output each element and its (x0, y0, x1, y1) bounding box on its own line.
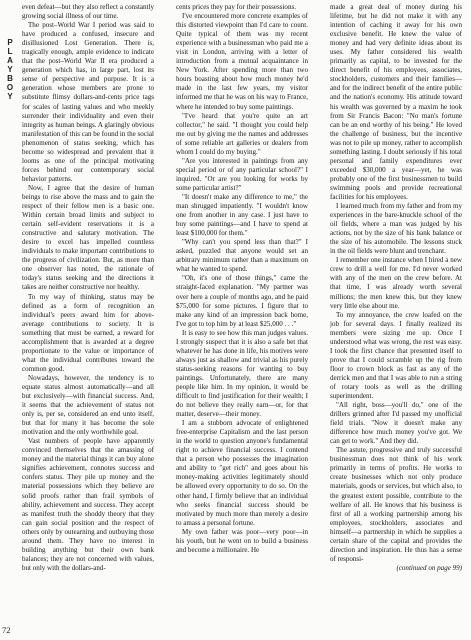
paragraph: To my way of thinking, status may be defined as a form of recognition an individual's peers award him for above-average contributions to society. It is something that must be earned, a reward for accomplishment that is awarded at a degree proportionate to the value or importance of what the individual contributes toward the common good. (22, 292, 154, 373)
paragraph: made a great deal of money during his lifetime, but he did not make it with any intention of caching it away for his own exclusive benefit. He knew the value of money and had very definite ideas about its uses. My father considered his wealth primarily as capital, to be invested for the direct benefit of his employees, associates, stockholders, customers and their families—and for the indirect benefit of the entire public and the nation's economy. His attitude toward his wealth was governed by a maxim he took from Sir Francis Bacon: "No man's fortune can be an end worthy of his being." He loved the challenge of business, but the incentive was not to pile up money, rather to accomplish something lasting. I doubt seriously if his total personal and family expenditures ever exceeded $30,000 a year—yet, he was probably one of the first businessmen to build swimming pools and provide recreational facilities for his employees. (330, 3, 462, 201)
masthead-letter: B (7, 74, 13, 83)
paragraph: The astute, progressive and truly successful businessman does not think of his work primarily in terms of profits. He works to create businesses which not only produce materials, goods or services, but which also, to the greatest extent possible, contribute to the welfare of all. He knows that his business is first of all a working partnership among his employees, stockholders, associates and himself—a partnership in which he supplies a certain share of the capital and provides the direction and inspiration. He thus has a sense of responsi- (330, 446, 462, 563)
article-column-1 (22, 3, 154, 633)
masthead-letter: O (6, 83, 14, 92)
masthead-letter: P (7, 38, 13, 47)
page-number: 72 (2, 625, 11, 635)
paragraph: Nowadays, however, the tendency is to equate status almost automatically—and all but exclusively—with financial success. And, it seems that the achievement of status not only is, per se, considered an end unto itself, but that for many it has become the sole motivation and the only worthwhile goal. (22, 373, 154, 437)
paragraph: "All right, boss—you'll do," one of the drillers grinned after I'd passed my unofficial field trials. "Now it doesn't make any difference how much money you've got. We can get to work." And they did. (330, 401, 462, 446)
paragraph: Now, I agree that the desire of human beings to rise above the mass and to gain the respect of their fellow men is a basic one. Within certain broad limits and subject to certain self-evident reservations it is a constructive and salutary motivation. The desire to excel has impelled countless individuals to make important contributions to the progress of civilization. But, as more than one observer has noted, the rationale of today's status seeking and the directions it takes are neither constructive nor healthy. (22, 183, 154, 292)
paragraph: My own father was poor—very poor—in his youth, but he went on to build a business and become a millionaire. He (176, 527, 308, 554)
paragraph: The post–World War I period was said to have produced a confused, insecure and disillusioned Lost Generation. There is, tragically enough, ample evidence to indicate that the post–World War II era produced a generation which has, in large part, lost its sense of perspective and purpose. It is a generation whose members are prone to substitute flimsy dollars-and-cents price tags for scales of lasting values and who meekly surrender their individuality and even their integrity as human beings. A glaringly obvious manifestation of this can be found in the social phenomenon of status seeking, which has become so widespread and prevalent that it looms as one of the principal motivating forces behind our contemporary social behavior patterns. (22, 21, 154, 183)
article-column-3 (330, 3, 462, 633)
paragraph: "I've heard that you're quite an art collector," he said. "I thought you could help me out by giving me the names and addresses of some reliable art galleries or dealers from whom I could do my buying." (176, 111, 308, 156)
paragraph: even defeat—but they also reflect a constantly growing social illness of our time. (22, 3, 154, 21)
paragraph: It is easy to see how this man judges values. I strongly suspect that it is also a safe bet that whatever he has done in life, his motives were always just as shallow and trivial as his purely status-seeking reasons for wanting to buy paintings. Unfortunately, there are many people like him. In my opinion, it would be difficult to find justification for their wealth; I do not believe they really earn—or, for that matter, deserve—their money. (176, 328, 308, 419)
masthead-letter: L (7, 47, 13, 56)
masthead-letter: Y (7, 65, 13, 74)
paragraph: cents prices they pay for their possessions. (176, 3, 296, 11)
continued-note: (continued on page 99) (396, 563, 462, 572)
paragraph: I've encountered more concrete examples of this distorted viewpoint than I'd care to count. Quite typical of them was my recent experience with a businessman who paid me a visit in London, arriving with a letter of introduction from a mutual acquaintance in New York. After spending more than two hours boasting about how much money he'd made in the last few years, my visitor informed me that he was on his way to France, where he intended to buy some paintings. (176, 12, 308, 111)
paragraph: I am a stubborn advocate of enlightened free-enterprise Capitalism and the last person in the world to question anyone's fundamental right to achieve financial success. I contend that a person who possesses the imagination and ability to "get rich" and goes about his money-making activities legitimately should be allowed every opportunity to do so. On the other hand, I firmly believe that an individual who seeks financial success should be motivated by much more than merely a desire to amass a personal fortune. (176, 419, 308, 527)
paragraph: To my annoyance, the crew loafed on the job for several days. I finally realized its members were sizing me up. Once I understood what was wrong, the rest was easy. I took the first chance that presented itself to prove that I could scramble up the rig from floor to crown block as fast as any of the derrick men and that I was able to run a string of rotary tools as well as the drilling superintendent. (330, 310, 462, 401)
paragraph: I learned much from my father and from my experiences in the bare-knuckle school of the oil fields, where a man was judged by his actions, not by the size of his bank balance or the size of his automobile. The lessons stuck in the oil fields were blunt and trenchant. (330, 202, 462, 256)
masthead-letter: Y (7, 92, 13, 101)
masthead-playboy (2, 38, 18, 101)
paragraph: I remember one instance when I hired a new crew to drill a well for me. I'd never worked with any of the men on the crew before. At that time, I was already worth several millions; the men knew this, but they knew very little else about me. (330, 256, 462, 310)
paragraph: "Are you interested in paintings from any special period or of any particular school?" I inquired. "Or are you looking for works by some particular artist?" (176, 156, 308, 192)
paragraph: Vast numbers of people have apparently convinced themselves that the amassing of money and the material things it can buy alone signifies achievement, connotes success and confers status. They pile up money and the material possessions which they believe are solid proofs rather than frail symbols of ability, achievement and success. They accept as manifest truth the shoddy theory that they can gain social position and the respect of others only by outearning and outbuying those around them. They have no interest in building anything but their own bank balances; they are not concerned with values, but only with the dollars-and- (22, 437, 154, 572)
paragraph: "Oh, it's one of those things," came the straight-faced explanation. "My partner was over here a couple of months ago, and he paid $75,000 for some pictures. I figure that to make any kind of an impression back home, I've got to top him by at least $25,000 . . ." (176, 274, 308, 328)
paragraph: "Why can't you spend less than that?" I asked, puzzled that anyone would set an arbitrary minimum rather than a maximum on what he wanted to spend. (176, 238, 308, 274)
masthead-letter: A (7, 56, 13, 65)
article-column-2 (176, 3, 308, 633)
paragraph: "It doesn't make any difference to me," the man shrugged impatiently. "I wouldn't know one from another in any case. I just have to buy some paintings—and I have to spend at least $100,000 for them." (176, 192, 308, 238)
